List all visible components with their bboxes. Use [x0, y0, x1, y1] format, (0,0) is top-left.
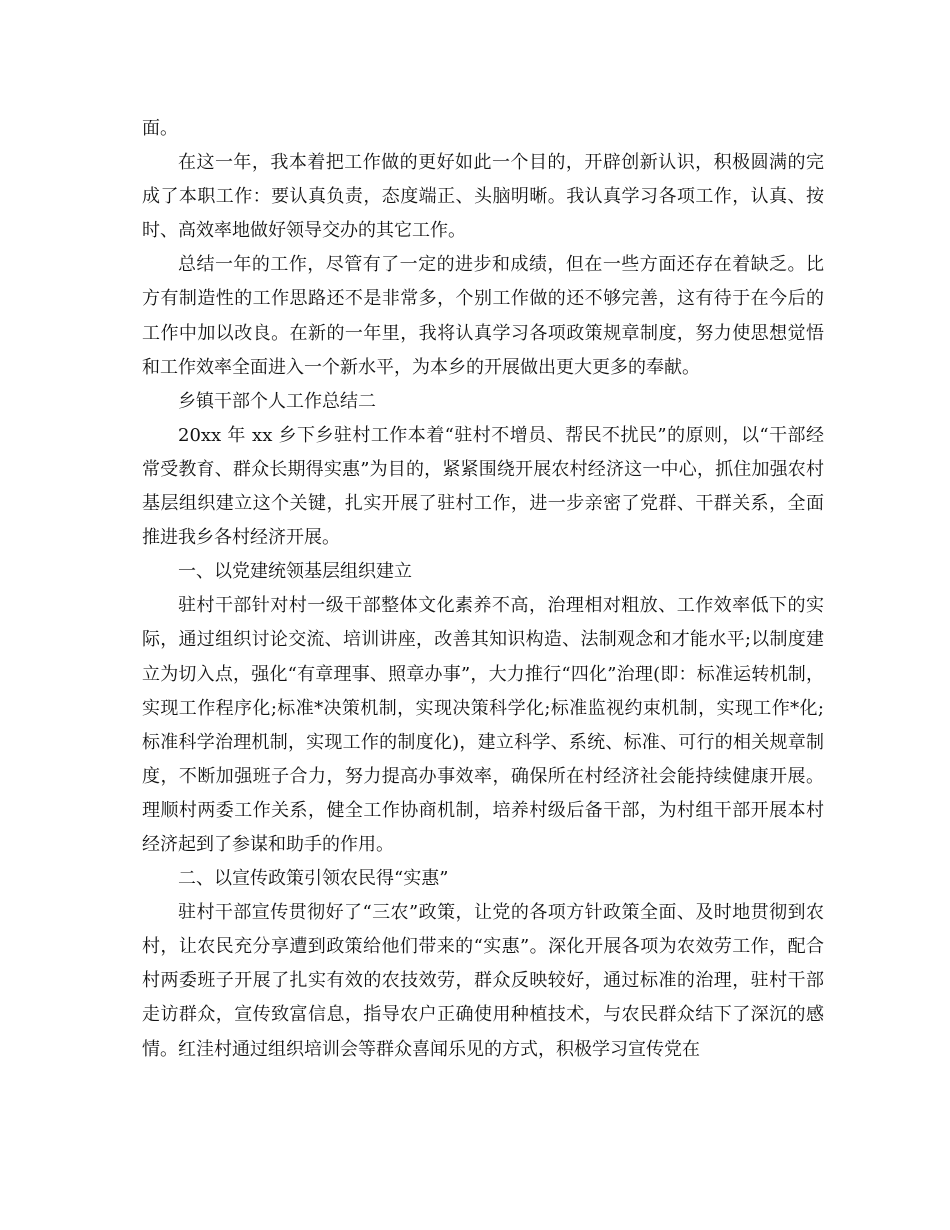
paragraph-work-attitude: 在这一年，我本着把工作做的更好如此一个目的，开辟创新认识，积极圆满的完成了本职工作：要认真负责，态度端正、头脑明晰。我认真学习各项工作，认真、按时、高效率地做好领导交办的其它工作。 [142, 152, 824, 242]
paragraph-year-summary: 总结一年的工作，尽管有了一定的进步和成绩，但在一些方面还存在着缺乏。比方有制造性的工作思路还不是非常多，个别工作做的还不够完善，这有待于在今后的工作中加以改良。在新的一年里，我将认真学习各项政策规章制度，努力使思想觉悟和工作效率全面进入一个新水平，为本乡的开展做出更大更多的奉献。 [142, 254, 824, 378]
section-title-summary-two: 乡镇干部个人工作总结二 [178, 390, 376, 412]
paragraph-policy-promotion: 驻村干部宣传贯彻好了“三农”政策，让党的各项方针政策全面、及时地贯彻到农村，让农民充分享遭到政策给他们带来的“实惠”。深化开展各项为农效劳工作，配合村两委班子开展了扎实有效的农技效劳，群众反映较好，通过标准的治理，驻村干部走访群众，宣传致富信息，指导农户正确使用种植技术，与农民群众结下了深沉的感情。红洼村通过组织培训会等群众喜闻乐见的方式，积极学习宣传党在 [142, 902, 824, 1060]
heading-policy-promotion: 二、以宣传政策引领农民得“实惠” [178, 868, 449, 890]
heading-party-building: 一、以党建统领基层组织建立 [178, 561, 412, 583]
paragraph-village-work-intro: 20xx 年 xx 乡下乡驻村工作本着“驻村不增员、帮民不扰民”的原则，以“干部经常受教育、群众长期得实惠”为目的，紧紧围绕开展农村经济这一中心，抓住加强农村基层组织建立这个关键，扎实开展了驻村工作，进一步亲密了党群、干群关系，全面推进我乡各村经济开展。 [142, 424, 824, 549]
paragraph-continuation: 面。 [142, 118, 178, 139]
document-body [142, 112, 824, 1067]
paragraph-party-building: 驻村干部针对村一级干部整体文化素养不高，治理相对粗放、工作效率低下的实际，通过组织讨论交流、培训讲座，改善其知识构造、法制观念和才能水平;以制度建立为切入点，强化“有章理事、照章办事”，大力推行“四化”治理(即：标准运转机制，实现工作程序化;标准*决策机制，实现决策科学化;标准监视约束机制，实现工作*化;标准科学治理机制，实现工作的制度化)，建立科学、系统、标准、可行的相关规章制度，不断加强班子合力，努力提高办事效率，确保所在村经济社会能持续健康开展。理顺村两委工作关系，健全工作协商机制，培养村级后备干部，为村组干部开展本村经济起到了参谋和助手的作用。 [142, 595, 824, 855]
